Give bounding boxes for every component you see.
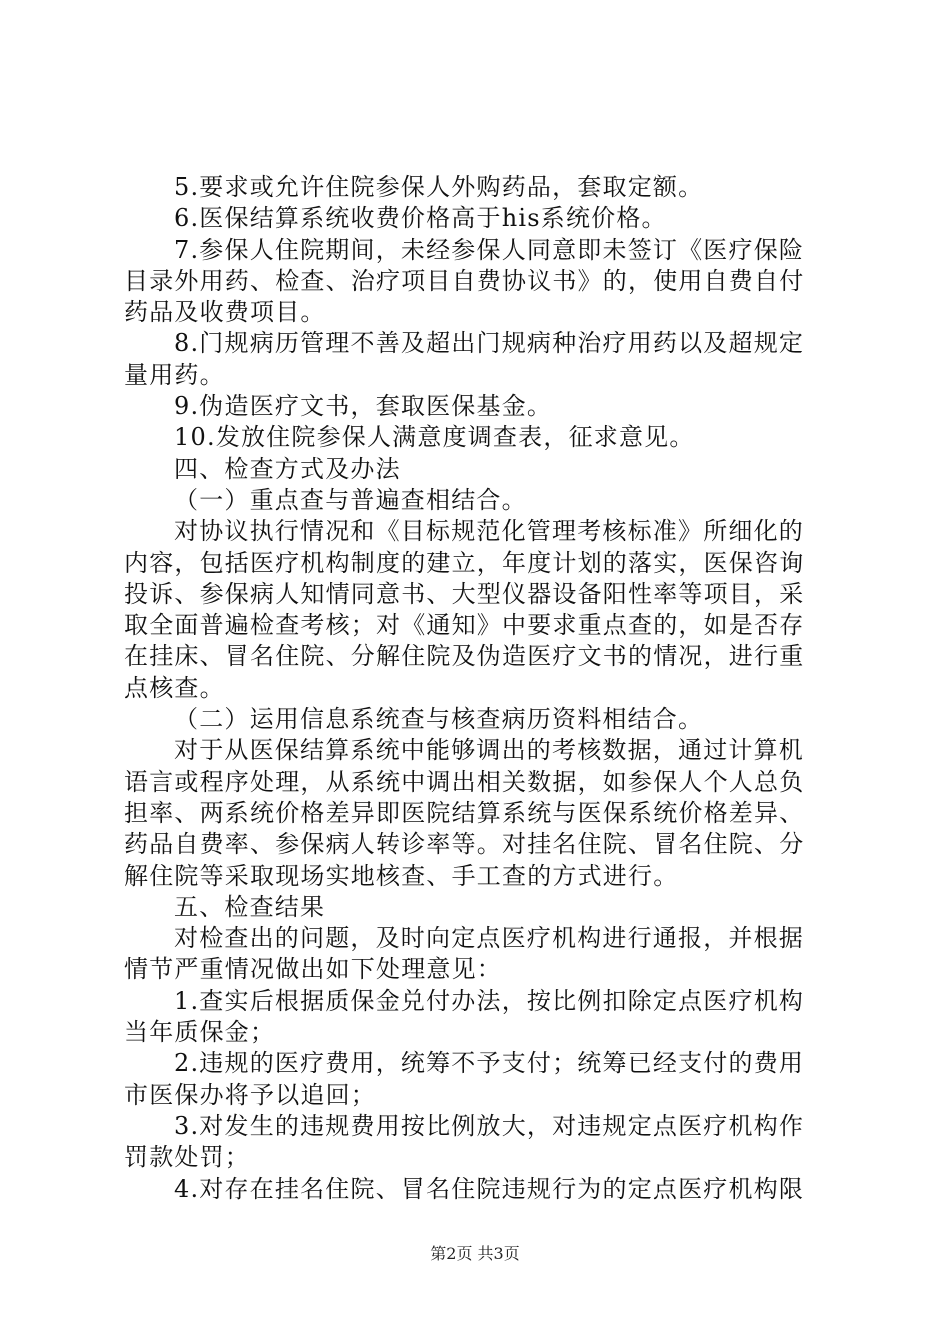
paragraph-line: 对协议执行情况和《目标规范化管理考核标准》所细化的 [174,517,804,546]
paragraph [124,454,830,485]
paragraph [124,172,830,203]
paragraph-line: 药品自费率、参保病人转诊率等。对挂名住院、冒名住院、分 [124,830,805,859]
paragraph-line: 对检查出的问题，及时向定点医疗机构进行通报，并根据 [174,924,804,953]
paragraph-line: 语言或程序处理，从系统中调出相关数据，如参保人个人总负 [124,767,805,796]
paragraph [124,203,830,234]
paragraph [124,516,830,704]
paragraph-line: 解住院等采取现场实地核查、手工查的方式进行。 [124,861,679,890]
paragraph-line: 6.医保结算系统收费价格高于his系统价格。 [174,204,667,233]
paragraph-line: 5.要求或允许住院参保人外购药品，套取定额。 [174,173,704,201]
paragraph-line: （一）重点查与普遍查相结合。 [174,485,527,514]
paragraph [124,923,830,986]
paragraph-line: 五、检查结果 [174,892,326,921]
paragraph-line: 7.参保人住院期间，未经参保人同意即未签订《医疗保险 [174,235,805,264]
paragraph-line: 情节严重情况做出如下处理意见： [124,955,502,984]
paragraph-line: 市医保办将予以追回； [124,1080,376,1109]
paragraph-line: 当年质保金； [124,1018,276,1047]
paragraph [124,391,830,422]
paragraph-line: 目录外用药、检查、治疗项目自费协议书》的，使用自费自付 [124,266,805,295]
paragraph [124,1174,830,1205]
paragraph-line: 药品及收费项目。 [124,298,326,327]
paragraph [124,422,830,453]
paragraph [124,735,830,891]
paragraph-line: 罚款处罚； [124,1143,250,1172]
paragraph-line: 投诉、参保病人知情同意书、大型仪器设备阳性率等项目，采 [124,579,805,608]
paragraph [124,986,830,1049]
paragraph-line: 8.门规病历管理不善及超出门规病种治疗用药以及超规定 [174,329,805,358]
paragraph [124,704,830,735]
document-body [124,172,830,1205]
paragraph [124,1048,830,1111]
paragraph [124,892,830,923]
paragraph [124,328,830,391]
paragraph-line: 10.发放住院参保人满意度调查表，征求意见。 [174,423,695,452]
paragraph-line: 在挂床、冒名住院、分解住院及伪造医疗文书的情况，进行重 [124,642,805,671]
paragraph-line: 内容，包括医疗机构制度的建立，年度计划的落实，医保咨询 [124,548,805,577]
page-footer: 第2页 共3页 [430,1244,520,1263]
paragraph [124,485,830,516]
paragraph-line: 担率、两系统价格差异即医院结算系统与医保系统价格差异、 [124,798,805,827]
paragraph-line: 对于从医保结算系统中能够调出的考核数据，通过计算机 [174,736,804,765]
paragraph-line: 2.违规的医疗费用，统筹不予支付；统筹已经支付的费用 [174,1049,805,1078]
paragraph-line: 4.对存在挂名住院、冒名住院违规行为的定点医疗机构限 [174,1174,805,1203]
paragraph-line: 取全面普遍检查考核；对《通知》中要求重点查的，如是否存 [124,611,805,640]
paragraph-line: 点核查。 [124,673,225,702]
paragraph-line: 量用药。 [124,360,225,389]
paragraph-line: 四、检查方式及办法 [174,454,401,483]
paragraph [124,235,830,329]
paragraph [124,1111,830,1174]
paragraph-line: 9.伪造医疗文书，套取医保基金。 [174,392,553,421]
paragraph-line: （二）运用信息系统查与核查病历资料相结合。 [174,705,704,734]
paragraph-line: 3.对发生的违规费用按比例放大，对违规定点医疗机构作 [174,1111,805,1140]
paragraph-line: 1.查实后根据质保金兑付办法，按比例扣除定点医疗机构 [174,986,805,1015]
